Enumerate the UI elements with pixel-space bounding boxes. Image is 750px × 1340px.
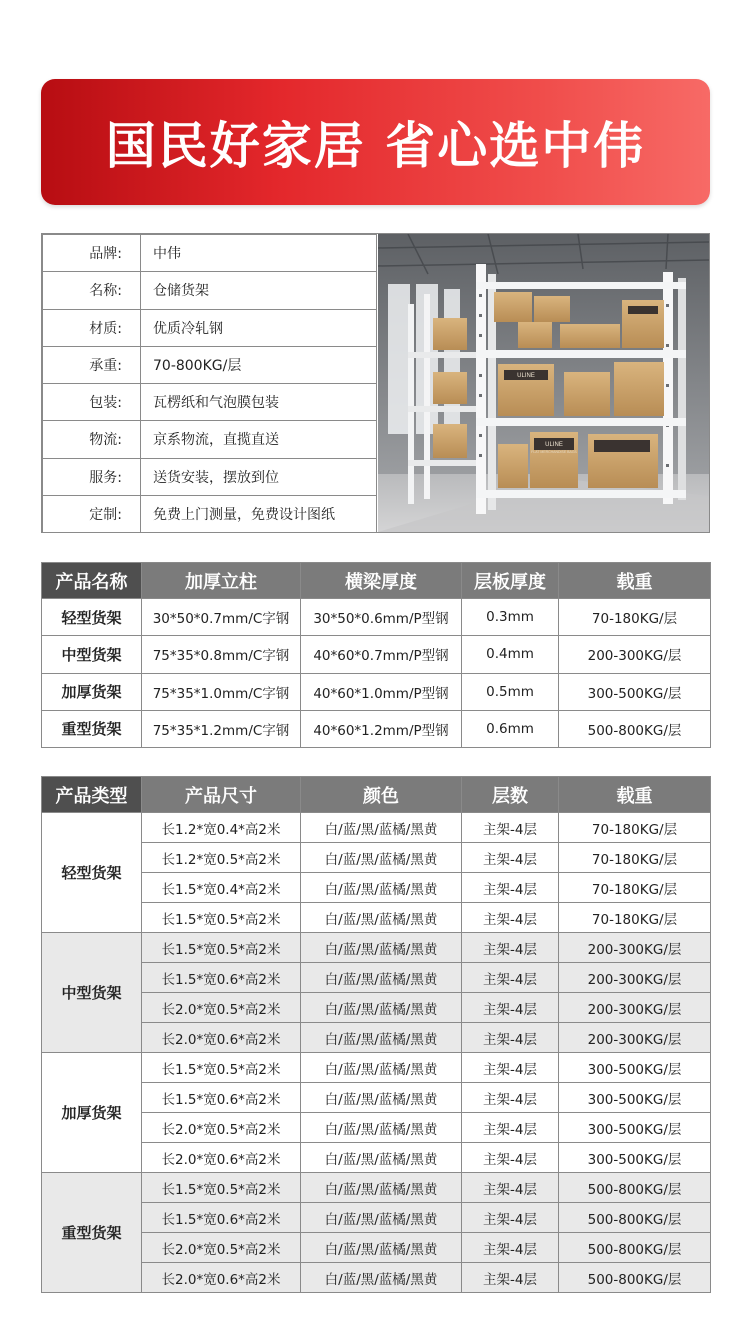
panel-cell: 0.3mm	[462, 599, 559, 636]
spec-key: 品牌:	[43, 235, 141, 272]
header-cell: 横梁厚度	[301, 563, 462, 599]
spec-row-service	[43, 458, 377, 495]
tier-cell: 主架-4层	[462, 1023, 559, 1053]
size-cell: 长2.0*宽0.6*高2米	[142, 1143, 301, 1173]
spec-row-packaging	[43, 384, 377, 421]
tier-cell: 主架-4层	[462, 963, 559, 993]
tier-cell: 主架-4层	[462, 813, 559, 843]
color-cell: 白/蓝/黑/蓝橘/黑黄	[301, 1113, 462, 1143]
beam-cell: 40*60*1.0mm/P型钢	[301, 673, 462, 710]
size-cell: 长2.0*宽0.6*高2米	[142, 1023, 301, 1053]
color-cell: 白/蓝/黑/蓝橘/黑黄	[301, 1173, 462, 1203]
tier-cell: 主架-4层	[462, 1203, 559, 1233]
spec-row-brand	[43, 235, 377, 272]
load-cell: 500-800KG/层	[559, 1233, 711, 1263]
table-row	[42, 1113, 711, 1143]
table-row	[42, 636, 711, 673]
tier-cell: 主架-4层	[462, 1263, 559, 1293]
spec-table	[42, 234, 377, 533]
tier-cell: 主架-4层	[462, 1053, 559, 1083]
size-cell: 长2.0*宽0.5*高2米	[142, 1113, 301, 1143]
table-row	[42, 933, 711, 963]
spec-value: 优质冷轧钢	[141, 309, 377, 346]
table-row	[42, 599, 711, 636]
color-cell: 白/蓝/黑/蓝橘/黑黄	[301, 813, 462, 843]
table-row	[42, 673, 711, 710]
load-cell: 200-300KG/层	[559, 636, 711, 673]
color-cell: 白/蓝/黑/蓝橘/黑黄	[301, 1023, 462, 1053]
size-cell: 长2.0*宽0.5*高2米	[142, 993, 301, 1023]
spec-value: 送货安装，摆放到位	[141, 458, 377, 495]
spec-row-logistics	[43, 421, 377, 458]
color-cell: 白/蓝/黑/蓝橘/黑黄	[301, 903, 462, 933]
color-cell: 白/蓝/黑/蓝橘/黑黄	[301, 843, 462, 873]
color-cell: 白/蓝/黑/蓝橘/黑黄	[301, 963, 462, 993]
spec-value: 京系物流，直揽直送	[141, 421, 377, 458]
header-cell: 产品名称	[42, 563, 142, 599]
table-row	[42, 813, 711, 843]
product-type-cell: 轻型货架	[42, 813, 142, 933]
banner-title: 国民好家居 省心选中伟	[105, 117, 646, 175]
color-cell: 白/蓝/黑/蓝橘/黑黄	[301, 1263, 462, 1293]
spec-key: 材质:	[43, 309, 141, 346]
load-cell: 70-180KG/层	[559, 813, 711, 843]
color-cell: 白/蓝/黑/蓝橘/黑黄	[301, 1053, 462, 1083]
color-cell: 白/蓝/黑/蓝橘/黑黄	[301, 873, 462, 903]
size-cell: 长1.5*宽0.6*高2米	[142, 1083, 301, 1113]
header-cell: 加厚立柱	[142, 563, 301, 599]
header-cell: 载重	[559, 563, 711, 599]
panel-cell: 0.6mm	[462, 710, 559, 747]
spec-row-custom	[43, 495, 377, 532]
box-label: ULINE	[517, 373, 535, 379]
header-cell: 颜色	[301, 777, 462, 813]
panel-cell: 0.4mm	[462, 636, 559, 673]
column-cell: 75*35*1.0mm/C字钢	[142, 673, 301, 710]
table-header-row	[42, 563, 711, 599]
size-cell: 长1.5*宽0.5*高2米	[142, 1053, 301, 1083]
table-row	[42, 1083, 711, 1113]
table-row	[42, 843, 711, 873]
table-row	[42, 1173, 711, 1203]
tier-cell: 主架-4层	[462, 1143, 559, 1173]
beam-cell: 30*50*0.6mm/P型钢	[301, 599, 462, 636]
color-cell: 白/蓝/黑/蓝橘/黑黄	[301, 1083, 462, 1113]
product-type-cell: 加厚货架	[42, 1053, 142, 1173]
size-cell: 长1.5*宽0.5*高2米	[142, 903, 301, 933]
product-type-cell: 重型货架	[42, 1173, 142, 1293]
column-cell: 75*35*0.8mm/C字钢	[142, 636, 301, 673]
load-cell: 200-300KG/层	[559, 1023, 711, 1053]
size-cell: 长1.5*宽0.5*高2米	[142, 933, 301, 963]
tier-cell: 主架-4层	[462, 993, 559, 1023]
box-label: ULINE	[545, 442, 563, 448]
spec-value: 瓦楞纸和气泡膜包装	[141, 384, 377, 421]
load-cell: 300-500KG/层	[559, 1053, 711, 1083]
load-cell: 500-800KG/层	[559, 710, 711, 747]
table-header-row	[42, 777, 711, 813]
spec-row-name	[43, 272, 377, 309]
beam-cell: 40*60*1.2mm/P型钢	[301, 710, 462, 747]
size-cell: 长1.5*宽0.6*高2米	[142, 963, 301, 993]
table-row	[42, 873, 711, 903]
table-row	[42, 903, 711, 933]
tier-cell: 主架-4层	[462, 843, 559, 873]
table-row	[42, 963, 711, 993]
size-cell: 长1.5*宽0.4*高2米	[142, 873, 301, 903]
header-cell: 载重	[559, 777, 711, 813]
spec-value: 中伟	[141, 235, 377, 272]
header-cell: 产品尺寸	[142, 777, 301, 813]
load-cell: 70-180KG/层	[559, 903, 711, 933]
load-cell: 500-800KG/层	[559, 1203, 711, 1233]
spec-key: 名称:	[43, 272, 141, 309]
table-row	[42, 1203, 711, 1233]
color-cell: 白/蓝/黑/蓝橘/黑黄	[301, 933, 462, 963]
load-cell: 200-300KG/层	[559, 963, 711, 993]
tier-cell: 主架-4层	[462, 1233, 559, 1263]
warehouse-shelf-illustration	[378, 234, 709, 532]
table-row	[42, 1053, 711, 1083]
product-photo	[378, 234, 709, 532]
spec-row-material	[43, 309, 377, 346]
table-row	[42, 1143, 711, 1173]
color-cell: 白/蓝/黑/蓝橘/黑黄	[301, 1203, 462, 1233]
color-cell: 白/蓝/黑/蓝橘/黑黄	[301, 1233, 462, 1263]
table-row	[42, 1233, 711, 1263]
spec-key: 包装:	[43, 384, 141, 421]
spec-value: 免费上门测量，免费设计图纸	[141, 495, 377, 532]
spec-key: 定制:	[43, 495, 141, 532]
spec-comparison-table	[41, 562, 711, 748]
column-cell: 75*35*1.2mm/C字钢	[142, 710, 301, 747]
hero-banner	[41, 79, 710, 205]
load-cell: 70-180KG/层	[559, 873, 711, 903]
table-row	[42, 1023, 711, 1053]
table-row	[42, 993, 711, 1023]
beam-cell: 40*60*0.7mm/P型钢	[301, 636, 462, 673]
table-row	[42, 710, 711, 747]
column-cell: 30*50*0.7mm/C字钢	[142, 599, 301, 636]
spec-key: 物流:	[43, 421, 141, 458]
product-name-cell: 中型货架	[42, 636, 142, 673]
spec-key: 服务:	[43, 458, 141, 495]
product-name-cell: 重型货架	[42, 710, 142, 747]
load-cell: 70-180KG/层	[559, 599, 711, 636]
size-cell: 长2.0*宽0.5*高2米	[142, 1233, 301, 1263]
size-cell: 长1.5*宽0.5*高2米	[142, 1173, 301, 1203]
tier-cell: 主架-4层	[462, 1113, 559, 1143]
load-cell: 200-300KG/层	[559, 933, 711, 963]
header-cell: 产品类型	[42, 777, 142, 813]
product-type-cell: 中型货架	[42, 933, 142, 1053]
tier-cell: 主架-4层	[462, 933, 559, 963]
tier-cell: 主架-4层	[462, 903, 559, 933]
spec-row-load	[43, 346, 377, 383]
product-name-cell: 轻型货架	[42, 599, 142, 636]
tier-cell: 主架-4层	[462, 1173, 559, 1203]
header-cell: 层数	[462, 777, 559, 813]
color-cell: 白/蓝/黑/蓝橘/黑黄	[301, 993, 462, 1023]
size-table	[41, 776, 711, 1293]
product-name-cell: 加厚货架	[42, 673, 142, 710]
spec-key: 承重:	[43, 346, 141, 383]
load-cell: 300-500KG/层	[559, 1113, 711, 1143]
load-cell: 500-800KG/层	[559, 1263, 711, 1293]
spec-value: 仓储货架	[141, 272, 377, 309]
color-cell: 白/蓝/黑/蓝橘/黑黄	[301, 1143, 462, 1173]
size-cell: 长1.5*宽0.6*高2米	[142, 1203, 301, 1233]
panel-cell: 0.5mm	[462, 673, 559, 710]
load-cell: 500-800KG/层	[559, 1173, 711, 1203]
load-cell: 300-500KG/层	[559, 673, 711, 710]
table-row	[42, 1263, 711, 1293]
tier-cell: 主架-4层	[462, 873, 559, 903]
size-cell: 长1.2*宽0.5*高2米	[142, 843, 301, 873]
size-cell: 长1.2*宽0.4*高2米	[142, 813, 301, 843]
spec-value: 70-800KG/层	[141, 346, 377, 383]
load-cell: 300-500KG/层	[559, 1143, 711, 1173]
load-cell: 200-300KG/层	[559, 993, 711, 1023]
load-cell: 70-180KG/层	[559, 843, 711, 873]
box-sublabel: FLAT MERCHANDISE BAGS	[531, 450, 577, 454]
header-cell: 层板厚度	[462, 563, 559, 599]
size-cell: 长2.0*宽0.6*高2米	[142, 1263, 301, 1293]
load-cell: 300-500KG/层	[559, 1083, 711, 1113]
tier-cell: 主架-4层	[462, 1083, 559, 1113]
spec-block	[41, 233, 710, 533]
